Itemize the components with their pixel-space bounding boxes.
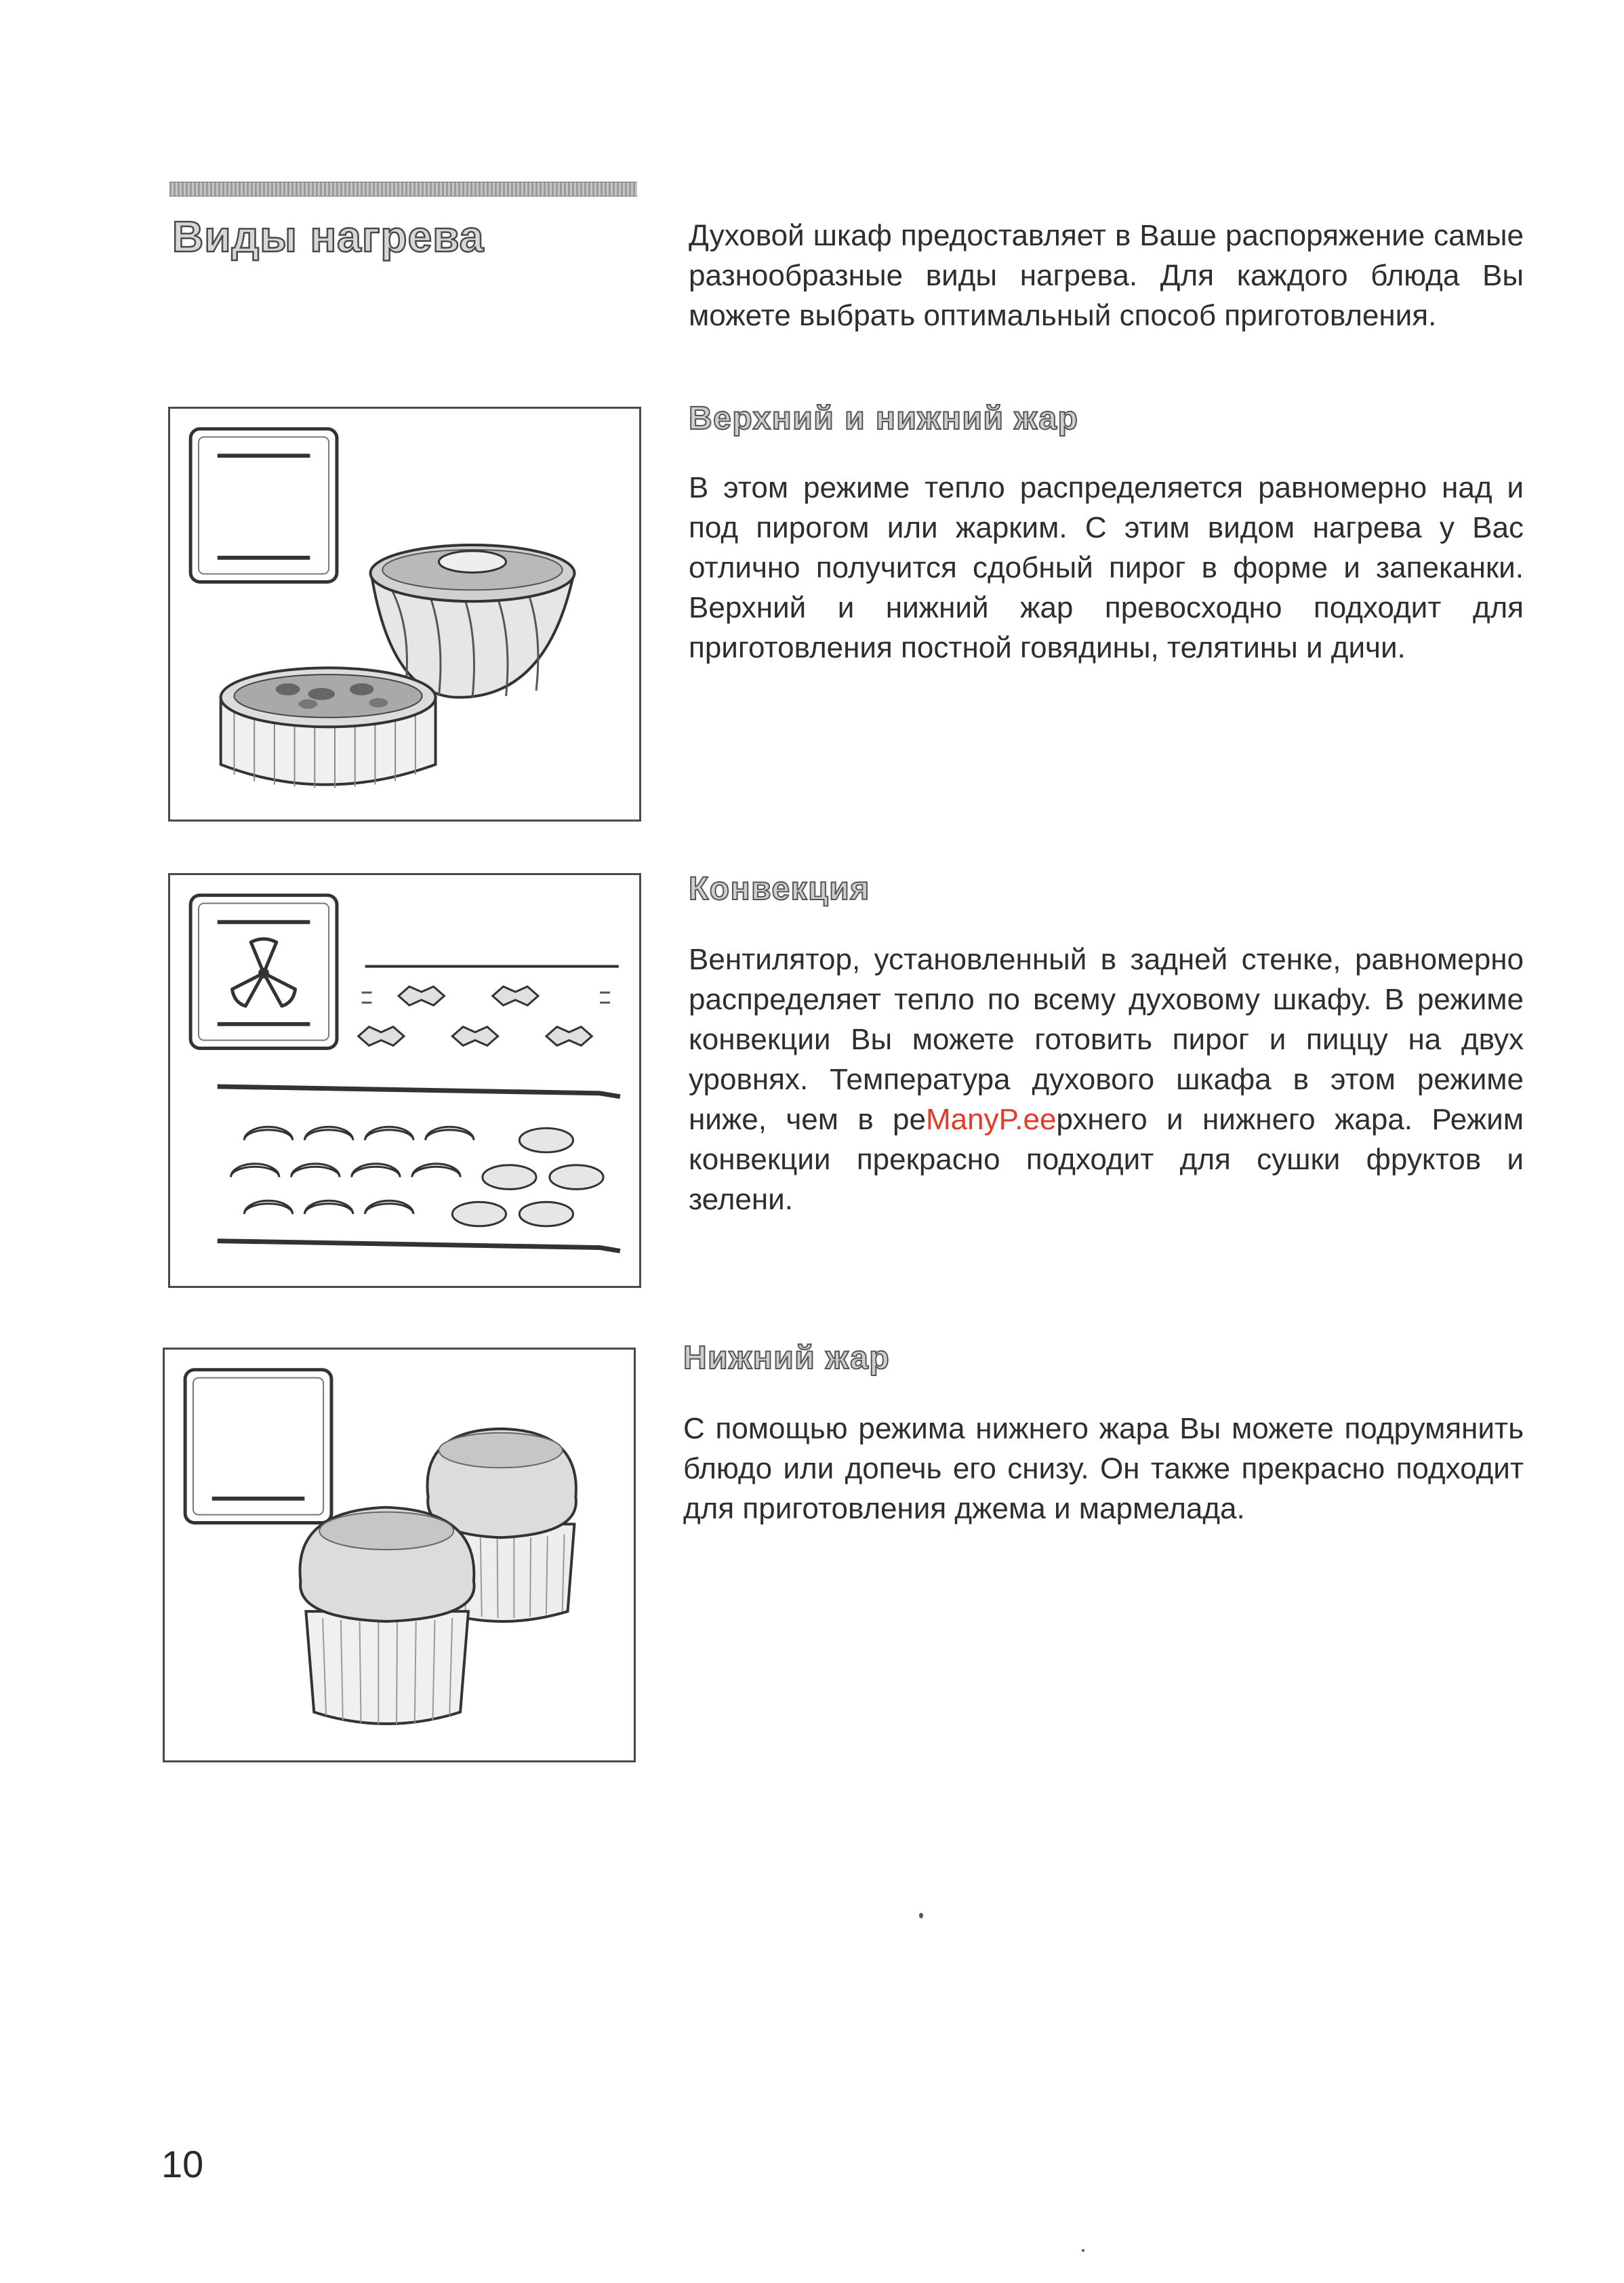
section-title-bar [169, 182, 637, 197]
paragraph-convection-part1: Вентилятор, установленный в задней стенке, равномерно распределяет тепло по всему духовому шкафу. В режиме конвекции Вы можете готовить пирог и пиццу на двух уровнях. Температура духового шкафа в этом режиме ниже, чем в ре [689, 943, 1524, 1136]
scan-speck [1082, 2249, 1084, 2252]
figure-convection [168, 873, 641, 1288]
convection-fan-icon [190, 895, 337, 1049]
page-title: Виды нагрева [172, 212, 485, 261]
heading-convection: Конвекция [689, 871, 870, 907]
casserole-illustration [221, 668, 436, 788]
heading-bottom-heat: Нижний жар [683, 1340, 891, 1376]
figure-top-bottom-heat [168, 407, 641, 822]
paragraph-convection-part2: рхнего и нижнего жара. Режим конвекции прекрасно подходит для сушки фруктов и зелени. [689, 1103, 1524, 1216]
heading-top-bottom-heat: Верхний и нижний жар [689, 401, 1079, 437]
figure-bottom-heat [163, 1348, 636, 1762]
page-number: 10 [161, 2143, 204, 2185]
upper-tray [218, 967, 620, 1097]
paragraph-top-bottom-heat: В этом режиме тепло распределяется равномерно над и под пирогом или жарким. С этим видом нагрева у Вас отлично получится сдобный пирог в форме и запеканки. Верхний и нижний жар превосходно подходит для приготовления постной говядины, телятины и дичи. [689, 471, 1524, 664]
paragraph-convection [689, 940, 1524, 1219]
lower-tray [218, 1127, 620, 1251]
souffle-front-illustration [300, 1508, 474, 1724]
intro-paragraph: Духовой шкаф предоставляет в Ваше распоряжение самые разнообразные виды нагрева. Для каждого блюда Вы можете выбрать оптимальный способ приготовления. [689, 219, 1524, 332]
watermark-text: ManyP.ee [925, 1103, 1057, 1136]
scan-speck [919, 1913, 923, 1918]
bottom-heat-icon [185, 1370, 331, 1523]
paragraph-bottom-heat: С помощью режима нижнего жара Вы можете подрумянить блюдо или допечь его снизу. Он также прекрасно подходит для приготовления джема и мармелада. [683, 1412, 1524, 1525]
top-bottom-heat-icon [190, 429, 337, 582]
